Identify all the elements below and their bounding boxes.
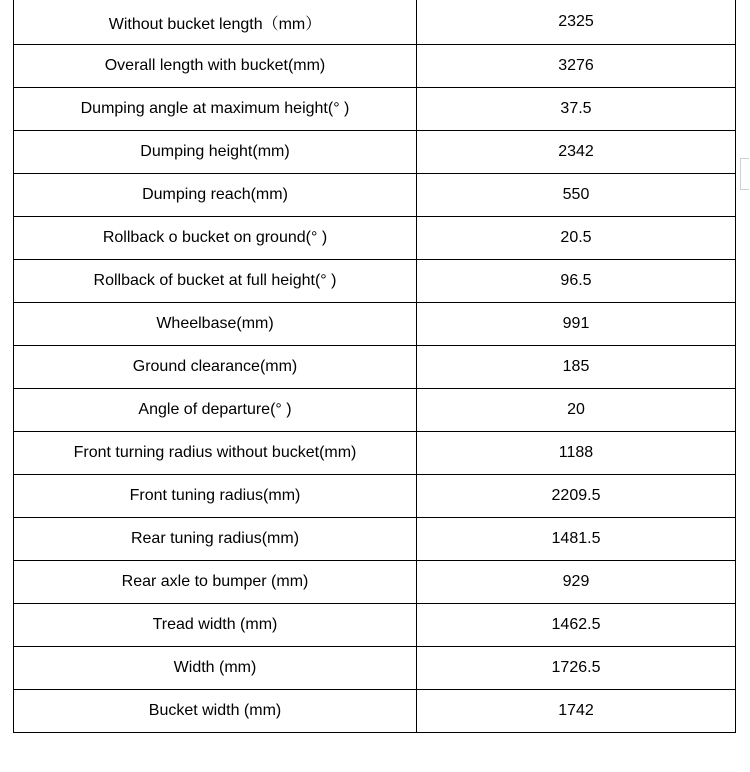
spec-value: 2325 xyxy=(417,0,736,45)
spec-value: 1462.5 xyxy=(417,604,736,647)
table-row xyxy=(14,217,736,260)
spec-label: Front turning radius without bucket(mm) xyxy=(14,432,417,475)
table-row xyxy=(14,45,736,88)
table-row xyxy=(14,346,736,389)
spec-value: 96.5 xyxy=(417,260,736,303)
spec-label: Width (mm) xyxy=(14,647,417,690)
spec-value: 1481.5 xyxy=(417,518,736,561)
table-row xyxy=(14,647,736,690)
table-row xyxy=(14,561,736,604)
spec-label: Bucket width (mm) xyxy=(14,690,417,733)
spec-value: 929 xyxy=(417,561,736,604)
table-row xyxy=(14,604,736,647)
table-row xyxy=(14,0,736,45)
spec-label: Overall length with bucket(mm) xyxy=(14,45,417,88)
spec-label: Rear axle to bumper (mm) xyxy=(14,561,417,604)
spec-value: 2342 xyxy=(417,131,736,174)
table-row xyxy=(14,518,736,561)
table-row xyxy=(14,260,736,303)
table-row xyxy=(14,389,736,432)
spec-value: 1742 xyxy=(417,690,736,733)
spec-label: Dumping angle at maximum height(° ) xyxy=(14,88,417,131)
spec-label: Dumping height(mm) xyxy=(14,131,417,174)
spec-label: Tread width (mm) xyxy=(14,604,417,647)
spec-label: Front tuning radius(mm) xyxy=(14,475,417,518)
spec-label: Ground clearance(mm) xyxy=(14,346,417,389)
spec-value: 185 xyxy=(417,346,736,389)
table-row xyxy=(14,475,736,518)
table-row xyxy=(14,174,736,217)
spec-label: Without bucket length（mm） xyxy=(14,0,417,45)
table-row xyxy=(14,432,736,475)
spec-value: 3276 xyxy=(417,45,736,88)
spec-value: 2209.5 xyxy=(417,475,736,518)
table-row xyxy=(14,88,736,131)
table-row xyxy=(14,690,736,733)
spec-label: Wheelbase(mm) xyxy=(14,303,417,346)
spec-value: 37.5 xyxy=(417,88,736,131)
spec-label: Dumping reach(mm) xyxy=(14,174,417,217)
spec-value: 20 xyxy=(417,389,736,432)
window-edge-mark xyxy=(740,158,749,190)
spec-table-body xyxy=(14,0,736,733)
spec-value: 991 xyxy=(417,303,736,346)
spec-table xyxy=(13,0,736,733)
spec-label: Rollback of bucket at full height(° ) xyxy=(14,260,417,303)
spec-value: 1188 xyxy=(417,432,736,475)
spec-label: Rollback o bucket on ground(° ) xyxy=(14,217,417,260)
spec-value: 1726.5 xyxy=(417,647,736,690)
spec-label: Angle of departure(° ) xyxy=(14,389,417,432)
spec-value: 20.5 xyxy=(417,217,736,260)
spec-value: 550 xyxy=(417,174,736,217)
table-row xyxy=(14,131,736,174)
spec-label: Rear tuning radius(mm) xyxy=(14,518,417,561)
table-row xyxy=(14,303,736,346)
